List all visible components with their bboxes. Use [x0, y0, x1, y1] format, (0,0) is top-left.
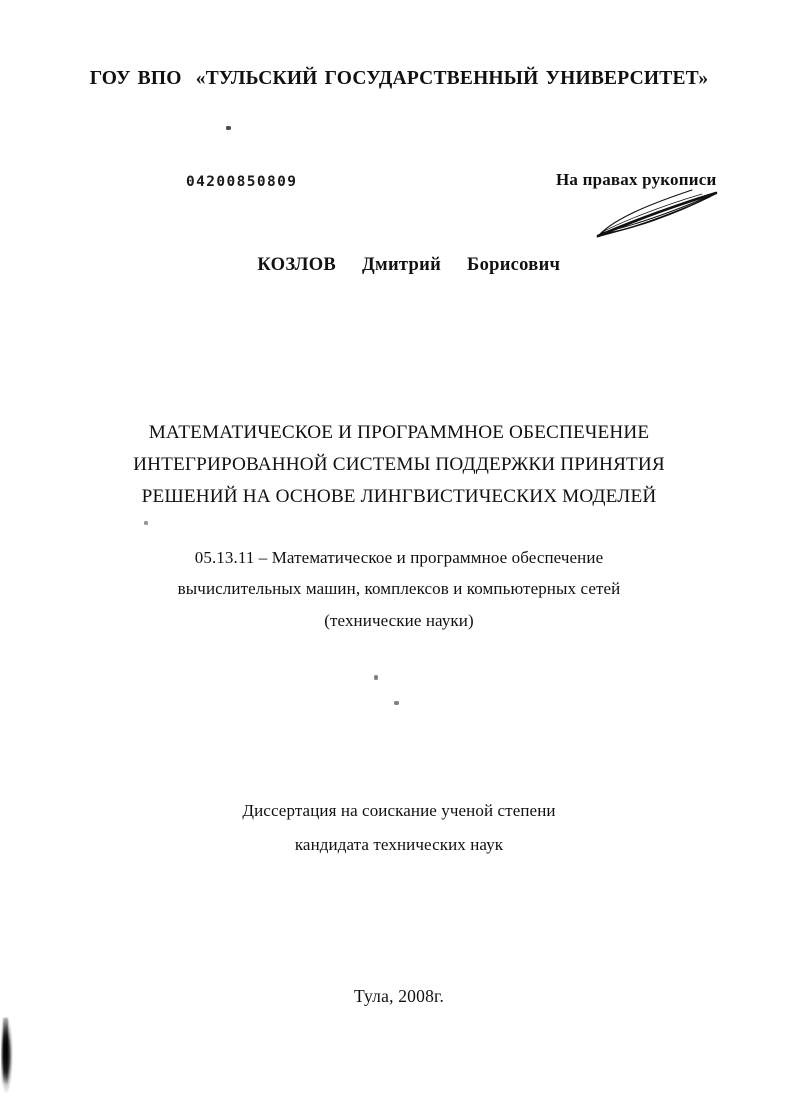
dissertation-title-line-2: ИНТЕГРИРОВАННОЙ СИСТЕМЫ ПОДДЕРЖКИ ПРИНЯТИЯ: [133, 454, 665, 475]
specialty-line-1: 05.13.11 – Математическое и программное обеспечение: [194, 548, 604, 567]
scan-speck: [144, 521, 148, 525]
ink-flourish-icon: [592, 188, 724, 240]
scan-edge-artifact: [1, 1012, 16, 1094]
degree-statement-line-1: Диссертация на соискание ученой степени: [242, 801, 556, 820]
manuscript-rights-note: На правах рукописи: [556, 170, 717, 189]
university-header: ГОУ ВПО «ТУЛЬСКИЙ ГОСУДАРСТВЕННЫЙ УНИВЕРСИТЕТ»: [89, 68, 709, 89]
author-first-name: Дмитрий: [362, 255, 442, 275]
specialty-line-2: вычислительных машин, комплексов и компьютерных сетей: [177, 579, 621, 598]
catalogue-number: 04200850809: [186, 174, 298, 190]
scan-speck: [394, 701, 399, 705]
author-patronymic: Борисович: [467, 255, 561, 275]
author-surname: КОЗЛОВ: [257, 255, 337, 275]
dissertation-title-line-1: МАТЕМАТИЧЕСКОЕ И ПРОГРАММНОЕ ОБЕСПЕЧЕНИЕ: [148, 422, 650, 443]
scan-speck: [226, 126, 231, 130]
place-and-year: Тула, 2008г.: [353, 986, 445, 1006]
dissertation-title-line-3: РЕШЕНИЙ НА ОСНОВЕ ЛИНГВИСТИЧЕСКИХ МОДЕЛЕЙ: [141, 486, 657, 507]
specialty-line-3: (технические науки): [324, 611, 474, 630]
author-name: [0, 234, 798, 297]
scan-speck: [374, 675, 378, 680]
degree-statement-line-2: кандидата технических наук: [294, 835, 504, 854]
